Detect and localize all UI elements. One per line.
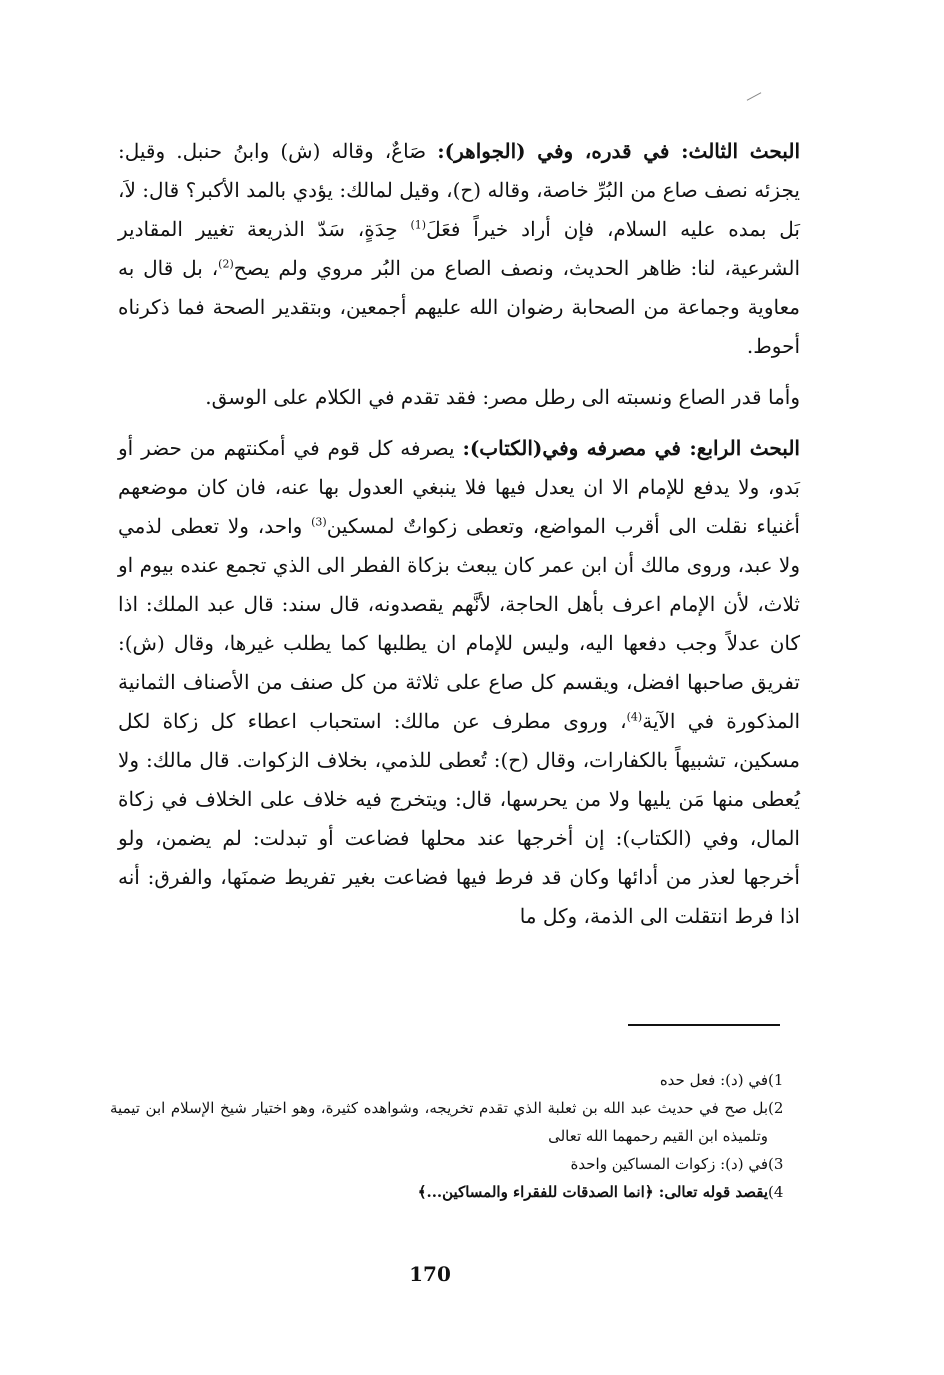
footnote-ref: (2) — [218, 257, 234, 271]
footnote-item — [110, 1178, 796, 1206]
footnote-ref: (4) — [626, 710, 643, 724]
main-text — [118, 132, 800, 936]
footnote-item — [110, 1094, 796, 1150]
footnote-text: في (د): زكوات المساكين واحدة — [570, 1155, 768, 1173]
footnote-item — [110, 1150, 796, 1178]
page-number: 170 — [409, 1262, 451, 1286]
paragraph-text: وأما قدر الصاع ونسبته الى رطل مصر: فقد تقدم في الكلام على الوسق. — [205, 385, 800, 409]
paragraph-fourth-section — [118, 429, 800, 936]
footnote-divider — [628, 1024, 780, 1026]
footnote-number: (1 — [768, 1071, 784, 1089]
paragraph-third-section — [118, 132, 800, 366]
paragraph-text: صَاعٌ، وقاله (ش) وابنُ حنبل. وقيل: يجزئه نصف صاع من البُرِّ خاصة، وقاله (ح)، وقيل لمالك: يؤدي بالمد الأكبر؟ قال: لاَ، بَل بمده عليه السلام، فإن أراد خيراً فعَلَ — [118, 139, 800, 241]
footnote-ref: (3) — [311, 515, 327, 529]
paragraph-text: ، بل قال به معاوية وجماعة من الصحابة رضوان الله عليهم أجمعين، وبتقدير الصحة فما ذكرناه أحوط. — [118, 256, 800, 358]
footnote-text: يقصد قوله تعالى: ﴿انما الصدقات للفقراء والمساكين...﴾ — [417, 1183, 768, 1201]
footnote-item — [110, 1066, 796, 1094]
footnote-text: بل صح في حديث عبد الله بن ثعلبة الذي تقدم تخريجه، وشواهده كثيرة، وهو اختيار شيخ الإسلام ابن تيمية وتلميذه ابن القيم رحمهما الله تعالى — [110, 1099, 768, 1145]
footnote-number: (3 — [768, 1155, 784, 1173]
footnote-number: (4 — [768, 1183, 784, 1201]
section-heading: البحث الرابع: في مصرفه وفي(الكتاب): — [462, 436, 800, 460]
footnote-ref: (1) — [410, 218, 427, 232]
paragraph-sa-measure — [118, 378, 800, 417]
footnote-number: (2 — [768, 1099, 784, 1117]
paragraph-text: حِدَةٍ، سَدّ الذريعة تغيير المقادير الشرعية، لنا: ظاهر الحديث، ونصف الصاع من البُر مروي ولم يصح — [118, 217, 801, 280]
footnotes-list — [110, 1066, 796, 1206]
section-heading: البحث الثالث: في قدره، وفي (الجواهر): — [437, 139, 800, 163]
paragraph-text: واحد، ولا تعطى لذمي ولا عبد، وروى مالك أن ابن عمر كان يبعث بزكاة الفطر الى الذي تجمع عنده بيوم او ثلاث، لأن الإمام اعرف بأهل الحاجة، لأنَّهم يقصدونه، قال سند: قال عبد الملك: اذا كان عدلاً وجب دفعها اليه، وليس للإمام ان يطلبها كما يطلب غيرها، وقال (ش): تفريق صاحبها افضل، ويقسم كل صاع على ثلاثة من كل صنف من الأصناف الثمانية المذكورة في الآية — [118, 514, 801, 733]
paragraph-text: ، وروى مطرف عن مالك: استحباب اعطاء كل زكاة لكل مسكين، تشبيهاً بالكفارات، وقال (ح): تُعطى للذمي، بخلاف الزكوات. قال مالك: ولا يُعطى منها مَن يليها ولا من يحرسها، قال: ويتخرج فيه خلاف على الخلاف في زكاة المال، وفي (الكتاب): إن أخرجها عند محلها فضاعت أو تبدلت: لم يضمن، ولو أخرجها لعذر من أدائها وكان قد فرط فيها فضاعت بغير تفريط ضمنَها، والفرق: أنه اذا فرط انتقلت الى الذمة، وكل ما — [118, 709, 800, 928]
paragraph-text: يصرفه كل قوم في أمكنتهم من حضر أو بَدو، ولا يدفع للإمام الا ان يعدل فيها فلا ينبغي العدول بها عنه، فان كان موضعهم أغنياء نقلت الى أقرب المواضع، وتعطى زكواتٌ لمسكين — [118, 436, 800, 538]
scan-mark — [747, 92, 762, 100]
footnote-text: في (د): فعل حده — [659, 1071, 768, 1089]
